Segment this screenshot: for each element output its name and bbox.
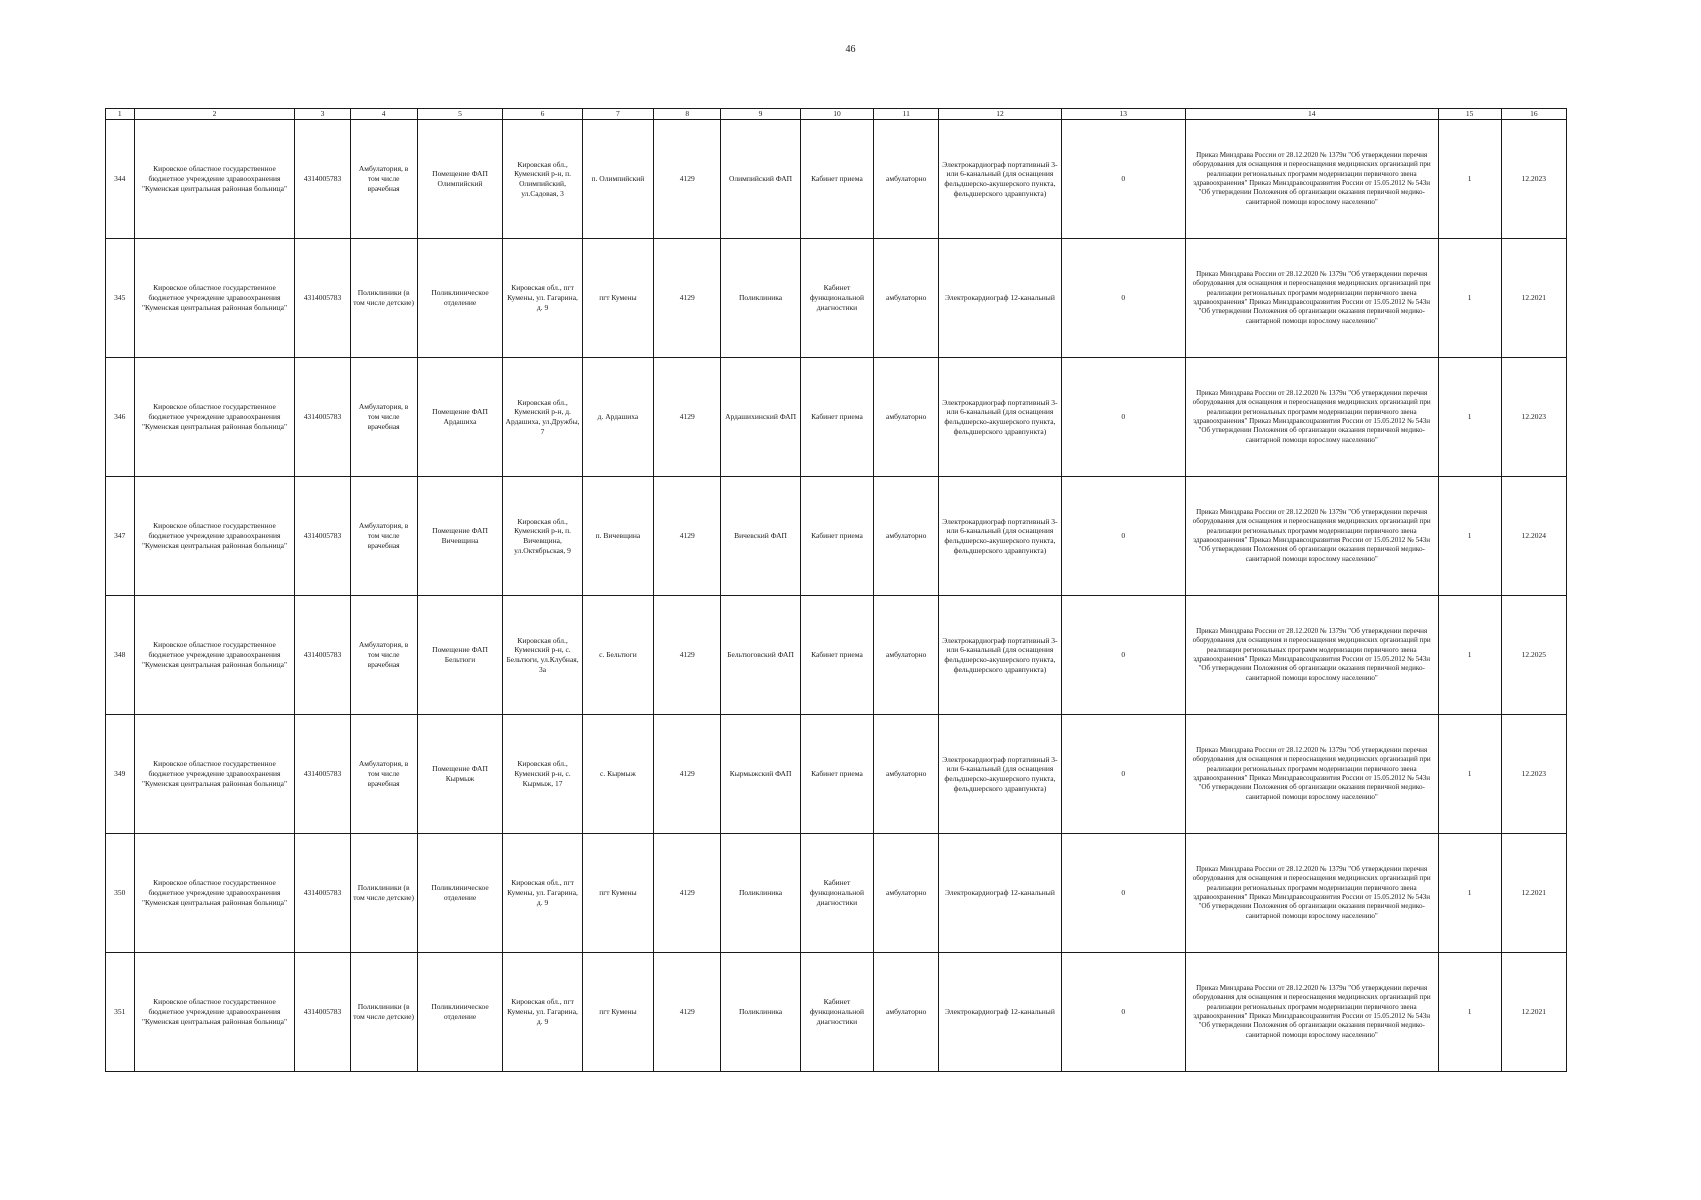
equipment-cell: Электрокардиограф портативный 3- или 6-канальный (для оснащения фельдшерско-акушерского пункта, фельдшерского здравпункта) bbox=[939, 715, 1061, 834]
address-cell: Кировская обл., Куменский р-н, п. Олимпийский, ул.Садовая, 3 bbox=[503, 120, 582, 239]
delivery-date-cell: 12.2023 bbox=[1501, 120, 1566, 239]
regulation-cell: Приказ Минздрава России от 28.12.2020 № 1379н "Об утверждении перечня оборудования для оснащения и переоснащения медицинских организаций при реализации региональных программ модернизации первичного звена здравоохранения" Приказ Минздравсоцразвития России от 15.05.2012 № 543н "Об утверждении Положения об организации оказания первичной медико-санитарной помощи взрослому населению" bbox=[1185, 239, 1438, 358]
quantity-available-cell: 0 bbox=[1061, 120, 1185, 239]
column-number: 8 bbox=[654, 109, 721, 120]
equipment-cell: Электрокардиограф портативный 3- или 6-канальный (для оснащения фельдшерско-акушерского пункта, фельдшерского здравпункта) bbox=[939, 477, 1061, 596]
settlement-cell: пгт Кумены bbox=[582, 239, 653, 358]
care-mode-cell: амбулаторно bbox=[874, 953, 939, 1072]
table-row bbox=[106, 596, 1567, 715]
settlement-cell: с. Бельтюги bbox=[582, 596, 653, 715]
organization-cell: Кировское областное государственное бюджетное учреждение здравоохранения "Куменская центральная районная больница" bbox=[134, 596, 295, 715]
facility-type-cell: Амбулатория, в том числе врачебная bbox=[350, 715, 417, 834]
delivery-date-cell: 12.2021 bbox=[1501, 953, 1566, 1072]
unit-cell: Вичевский ФАП bbox=[721, 477, 800, 596]
column-number: 7 bbox=[582, 109, 653, 120]
page-number: 46 bbox=[845, 44, 856, 55]
quantity-needed-cell: 1 bbox=[1438, 953, 1501, 1072]
premises-cell: Помещение ФАП Олимпийский bbox=[417, 120, 503, 239]
quantity-available-cell: 0 bbox=[1061, 477, 1185, 596]
row-number-cell: 347 bbox=[106, 477, 135, 596]
premises-cell: Помещение ФАП Вичевщина bbox=[417, 477, 503, 596]
quantity-needed-cell: 1 bbox=[1438, 834, 1501, 953]
quantity-available-cell: 0 bbox=[1061, 834, 1185, 953]
organization-cell: Кировское областное государственное бюджетное учреждение здравоохранения "Куменская центральная районная больница" bbox=[134, 358, 295, 477]
table-row bbox=[106, 120, 1567, 239]
address-cell: Кировская обл., пгт Кумены, ул. Гагарина, д. 9 bbox=[503, 953, 582, 1072]
care-mode-cell: амбулаторно bbox=[874, 596, 939, 715]
row-number-cell: 346 bbox=[106, 358, 135, 477]
regulation-cell: Приказ Минздрава России от 28.12.2020 № 1379н "Об утверждении перечня оборудования для оснащения и переоснащения медицинских организаций при реализации региональных программ модернизации первичного звена здравоохранения" Приказ Минздравсоцразвития России от 15.05.2012 № 543н "Об утверждении Положения об организации оказания первичной медико-санитарной помощи взрослому населению" bbox=[1185, 120, 1438, 239]
address-cell: Кировская обл., Куменский р-н, с. Кырмыж, 17 bbox=[503, 715, 582, 834]
row-number-cell: 351 bbox=[106, 953, 135, 1072]
delivery-date-cell: 12.2021 bbox=[1501, 239, 1566, 358]
facility-type-cell: Поликлиники (в том числе детские) bbox=[350, 239, 417, 358]
care-mode-cell: амбулаторно bbox=[874, 239, 939, 358]
inn-cell: 4314005783 bbox=[295, 953, 350, 1072]
premises-cell: Помещение ФАП Кырмыж bbox=[417, 715, 503, 834]
quantity-needed-cell: 1 bbox=[1438, 715, 1501, 834]
address-cell: Кировская обл., Куменский р-н, п. Вичевщина, ул.Октябрьская, 9 bbox=[503, 477, 582, 596]
unit-cell: Ардашихинский ФАП bbox=[721, 358, 800, 477]
organization-cell: Кировское областное государственное бюджетное учреждение здравоохранения "Куменская центральная районная больница" bbox=[134, 834, 295, 953]
column-number: 1 bbox=[106, 109, 135, 120]
care-mode-cell: амбулаторно bbox=[874, 715, 939, 834]
row-number-cell: 350 bbox=[106, 834, 135, 953]
table-row bbox=[106, 834, 1567, 953]
equipment-table bbox=[105, 108, 1567, 1072]
delivery-date-cell: 12.2021 bbox=[1501, 834, 1566, 953]
table-row bbox=[106, 953, 1567, 1072]
column-number: 2 bbox=[134, 109, 295, 120]
regulation-cell: Приказ Минздрава России от 28.12.2020 № 1379н "Об утверждении перечня оборудования для оснащения и переоснащения медицинских организаций при реализации региональных программ модернизации первичного звена здравоохранения" Приказ Минздравсоцразвития России от 15.05.2012 № 543н "Об утверждении Положения об организации оказания первичной медико-санитарной помощи взрослому населению" bbox=[1185, 358, 1438, 477]
delivery-date-cell: 12.2023 bbox=[1501, 358, 1566, 477]
delivery-date-cell: 12.2023 bbox=[1501, 715, 1566, 834]
table-row bbox=[106, 358, 1567, 477]
premises-cell: Помещение ФАП Бельтюги bbox=[417, 596, 503, 715]
regulation-cell: Приказ Минздрава России от 28.12.2020 № 1379н "Об утверждении перечня оборудования для оснащения и переоснащения медицинских организаций при реализации региональных программ модернизации первичного звена здравоохранения" Приказ Минздравсоцразвития России от 15.05.2012 № 543н "Об утверждении Положения об организации оказания первичной медико-санитарной помощи взрослому населению" bbox=[1185, 715, 1438, 834]
unit-cell: Поликлиника bbox=[721, 239, 800, 358]
room-cell: Кабинет приема bbox=[800, 120, 873, 239]
quantity-available-cell: 0 bbox=[1061, 358, 1185, 477]
inn-cell: 4314005783 bbox=[295, 358, 350, 477]
column-number: 3 bbox=[295, 109, 350, 120]
row-number-cell: 349 bbox=[106, 715, 135, 834]
room-cell: Кабинет приема bbox=[800, 596, 873, 715]
facility-type-cell: Амбулатория, в том числе врачебная bbox=[350, 120, 417, 239]
row-number-cell: 348 bbox=[106, 596, 135, 715]
code-cell: 4129 bbox=[654, 834, 721, 953]
address-cell: Кировская обл., Куменский р-н, д. Ардашиха, ул.Дружбы, 7 bbox=[503, 358, 582, 477]
delivery-date-cell: 12.2025 bbox=[1501, 596, 1566, 715]
column-number: 10 bbox=[800, 109, 873, 120]
column-number: 12 bbox=[939, 109, 1061, 120]
room-cell: Кабинет функциональной диагностики bbox=[800, 953, 873, 1072]
equipment-cell: Электрокардиограф 12-канальный bbox=[939, 239, 1061, 358]
care-mode-cell: амбулаторно bbox=[874, 358, 939, 477]
care-mode-cell: амбулаторно bbox=[874, 834, 939, 953]
column-number: 4 bbox=[350, 109, 417, 120]
organization-cell: Кировское областное государственное бюджетное учреждение здравоохранения "Куменская центральная районная больница" bbox=[134, 953, 295, 1072]
column-number-header-row bbox=[106, 109, 1567, 120]
address-cell: Кировская обл., Куменский р-н, с. Бельтюги, ул.Клубная, 3а bbox=[503, 596, 582, 715]
quantity-needed-cell: 1 bbox=[1438, 358, 1501, 477]
care-mode-cell: амбулаторно bbox=[874, 120, 939, 239]
inn-cell: 4314005783 bbox=[295, 715, 350, 834]
code-cell: 4129 bbox=[654, 596, 721, 715]
settlement-cell: п. Олимпийский bbox=[582, 120, 653, 239]
inn-cell: 4314005783 bbox=[295, 239, 350, 358]
organization-cell: Кировское областное государственное бюджетное учреждение здравоохранения "Куменская центральная районная больница" bbox=[134, 120, 295, 239]
row-number-cell: 344 bbox=[106, 120, 135, 239]
room-cell: Кабинет приема bbox=[800, 715, 873, 834]
inn-cell: 4314005783 bbox=[295, 120, 350, 239]
room-cell: Кабинет приема bbox=[800, 358, 873, 477]
column-number: 11 bbox=[874, 109, 939, 120]
room-cell: Кабинет приема bbox=[800, 477, 873, 596]
code-cell: 4129 bbox=[654, 120, 721, 239]
unit-cell: Бельтюговский ФАП bbox=[721, 596, 800, 715]
code-cell: 4129 bbox=[654, 358, 721, 477]
equipment-cell: Электрокардиограф 12-канальный bbox=[939, 834, 1061, 953]
facility-type-cell: Поликлиники (в том числе детские) bbox=[350, 834, 417, 953]
regulation-cell: Приказ Минздрава России от 28.12.2020 № 1379н "Об утверждении перечня оборудования для оснащения и переоснащения медицинских организаций при реализации региональных программ модернизации первичного звена здравоохранения" Приказ Минздравсоцразвития России от 15.05.2012 № 543н "Об утверждении Положения об организации оказания первичной медико-санитарной помощи взрослому населению" bbox=[1185, 596, 1438, 715]
facility-type-cell: Амбулатория, в том числе врачебная bbox=[350, 596, 417, 715]
premises-cell: Помещение ФАП Ардашиха bbox=[417, 358, 503, 477]
column-number: 16 bbox=[1501, 109, 1566, 120]
inn-cell: 4314005783 bbox=[295, 834, 350, 953]
column-number: 14 bbox=[1185, 109, 1438, 120]
quantity-needed-cell: 1 bbox=[1438, 120, 1501, 239]
column-number: 5 bbox=[417, 109, 503, 120]
quantity-needed-cell: 1 bbox=[1438, 477, 1501, 596]
equipment-cell: Электрокардиограф портативный 3- или 6-канальный (для оснащения фельдшерско-акушерского пункта, фельдшерского здравпункта) bbox=[939, 120, 1061, 239]
equipment-cell: Электрокардиограф портативный 3- или 6-канальный (для оснащения фельдшерско-акушерского пункта, фельдшерского здравпункта) bbox=[939, 358, 1061, 477]
settlement-cell: д. Ардашиха bbox=[582, 358, 653, 477]
unit-cell: Поликлиника bbox=[721, 953, 800, 1072]
table-row bbox=[106, 239, 1567, 358]
facility-type-cell: Амбулатория, в том числе врачебная bbox=[350, 358, 417, 477]
address-cell: Кировская обл., пгт Кумены, ул. Гагарина, д. 9 bbox=[503, 239, 582, 358]
care-mode-cell: амбулаторно bbox=[874, 477, 939, 596]
code-cell: 4129 bbox=[654, 953, 721, 1072]
organization-cell: Кировское областное государственное бюджетное учреждение здравоохранения "Куменская центральная районная больница" bbox=[134, 477, 295, 596]
organization-cell: Кировское областное государственное бюджетное учреждение здравоохранения "Куменская центральная районная больница" bbox=[134, 715, 295, 834]
unit-cell: Олимпийский ФАП bbox=[721, 120, 800, 239]
row-number-cell: 345 bbox=[106, 239, 135, 358]
column-number: 15 bbox=[1438, 109, 1501, 120]
address-cell: Кировская обл., пгт Кумены, ул. Гагарина, д. 9 bbox=[503, 834, 582, 953]
premises-cell: Поликлиническое отделение bbox=[417, 239, 503, 358]
quantity-needed-cell: 1 bbox=[1438, 596, 1501, 715]
premises-cell: Поликлиническое отделение bbox=[417, 953, 503, 1072]
column-number: 13 bbox=[1061, 109, 1185, 120]
unit-cell: Кырмыжский ФАП bbox=[721, 715, 800, 834]
column-number: 9 bbox=[721, 109, 800, 120]
equipment-cell: Электрокардиограф портативный 3- или 6-канальный (для оснащения фельдшерско-акушерского пункта, фельдшерского здравпункта) bbox=[939, 596, 1061, 715]
code-cell: 4129 bbox=[654, 239, 721, 358]
premises-cell: Поликлиническое отделение bbox=[417, 834, 503, 953]
facility-type-cell: Амбулатория, в том числе врачебная bbox=[350, 477, 417, 596]
inn-cell: 4314005783 bbox=[295, 596, 350, 715]
quantity-available-cell: 0 bbox=[1061, 715, 1185, 834]
unit-cell: Поликлиника bbox=[721, 834, 800, 953]
column-number: 6 bbox=[503, 109, 582, 120]
quantity-available-cell: 0 bbox=[1061, 596, 1185, 715]
quantity-available-cell: 0 bbox=[1061, 953, 1185, 1072]
regulation-cell: Приказ Минздрава России от 28.12.2020 № 1379н "Об утверждении перечня оборудования для оснащения и переоснащения медицинских организаций при реализации региональных программ модернизации первичного звена здравоохранения" Приказ Минздравсоцразвития России от 15.05.2012 № 543н "Об утверждении Положения об организации оказания первичной медико-санитарной помощи взрослому населению" bbox=[1185, 477, 1438, 596]
quantity-needed-cell: 1 bbox=[1438, 239, 1501, 358]
quantity-available-cell: 0 bbox=[1061, 239, 1185, 358]
settlement-cell: пгт Кумены bbox=[582, 834, 653, 953]
settlement-cell: с. Кырмыж bbox=[582, 715, 653, 834]
table-row bbox=[106, 477, 1567, 596]
equipment-cell: Электрокардиограф 12-канальный bbox=[939, 953, 1061, 1072]
inn-cell: 4314005783 bbox=[295, 477, 350, 596]
facility-type-cell: Поликлиники (в том числе детские) bbox=[350, 953, 417, 1072]
organization-cell: Кировское областное государственное бюджетное учреждение здравоохранения "Куменская центральная районная больница" bbox=[134, 239, 295, 358]
regulation-cell: Приказ Минздрава России от 28.12.2020 № 1379н "Об утверждении перечня оборудования для оснащения и переоснащения медицинских организаций при реализации региональных программ модернизации первичного звена здравоохранения" Приказ Минздравсоцразвития России от 15.05.2012 № 543н "Об утверждении Положения об организации оказания первичной медико-санитарной помощи взрослому населению" bbox=[1185, 834, 1438, 953]
settlement-cell: п. Вичевщина bbox=[582, 477, 653, 596]
regulation-cell: Приказ Минздрава России от 28.12.2020 № 1379н "Об утверждении перечня оборудования для оснащения и переоснащения медицинских организаций при реализации региональных программ модернизации первичного звена здравоохранения" Приказ Минздравсоцразвития России от 15.05.2012 № 543н "Об утверждении Положения об организации оказания первичной медико-санитарной помощи взрослому населению" bbox=[1185, 953, 1438, 1072]
settlement-cell: пгт Кумены bbox=[582, 953, 653, 1072]
room-cell: Кабинет функциональной диагностики bbox=[800, 834, 873, 953]
delivery-date-cell: 12.2024 bbox=[1501, 477, 1566, 596]
code-cell: 4129 bbox=[654, 477, 721, 596]
code-cell: 4129 bbox=[654, 715, 721, 834]
room-cell: Кабинет функциональной диагностики bbox=[800, 239, 873, 358]
table-row bbox=[106, 715, 1567, 834]
